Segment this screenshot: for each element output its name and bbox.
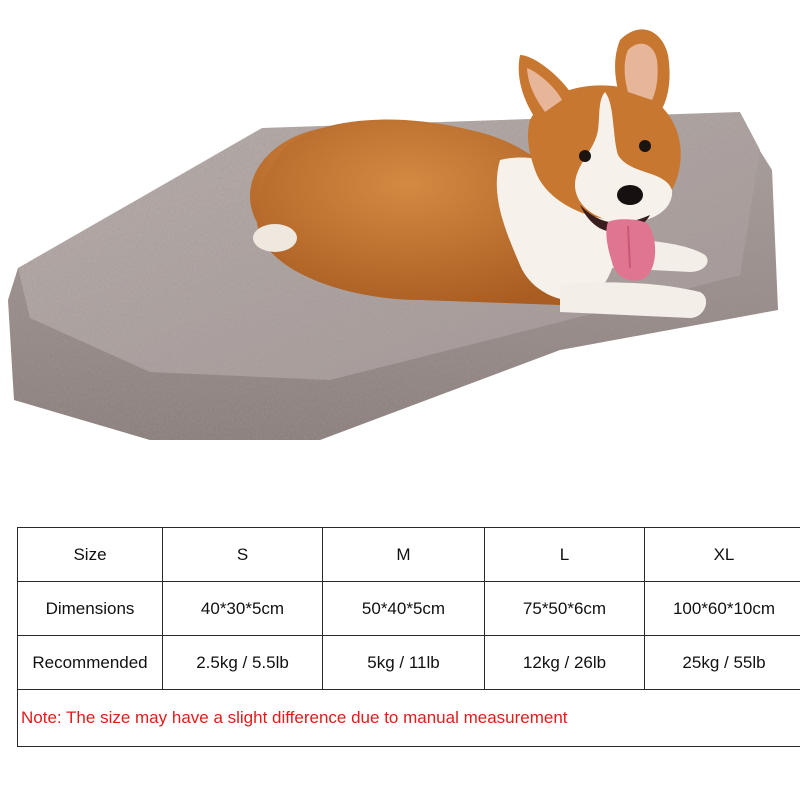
size-row: [18, 528, 800, 582]
size-cell-s: S: [163, 528, 323, 582]
recommended-row: [18, 636, 800, 690]
dog-eye-left: [579, 150, 591, 162]
row-header-size: Size: [18, 528, 163, 582]
row-header-dimensions: Dimensions: [18, 582, 163, 636]
size-cell-m: M: [323, 528, 485, 582]
size-cell-l: L: [485, 528, 645, 582]
dimensions-cell-l: 75*50*6cm: [485, 582, 645, 636]
row-header-recommended: Recommended: [18, 636, 163, 690]
recommended-cell-l: 12kg / 26lb: [485, 636, 645, 690]
recommended-cell-m: 5kg / 11lb: [323, 636, 485, 690]
dog-eye-right: [639, 140, 651, 152]
recommended-cell-s: 2.5kg / 5.5lb: [163, 636, 323, 690]
corgi-dog: [250, 29, 708, 318]
dimensions-row: [18, 582, 800, 636]
note-row: [18, 690, 800, 747]
size-chart-table: [17, 527, 800, 747]
dog-back-paw: [253, 224, 297, 252]
dog-nose: [617, 185, 643, 205]
dog-ear-inner-right: [625, 44, 658, 100]
recommended-cell-xl: 25kg / 55lb: [645, 636, 800, 690]
dimensions-cell-m: 50*40*5cm: [323, 582, 485, 636]
dimensions-cell-xl: 100*60*10cm: [645, 582, 800, 636]
size-cell-xl: XL: [645, 528, 800, 582]
dimensions-cell-s: 40*30*5cm: [163, 582, 323, 636]
measurement-note: Note: The size may have a slight difference due to manual measurement: [18, 690, 800, 747]
